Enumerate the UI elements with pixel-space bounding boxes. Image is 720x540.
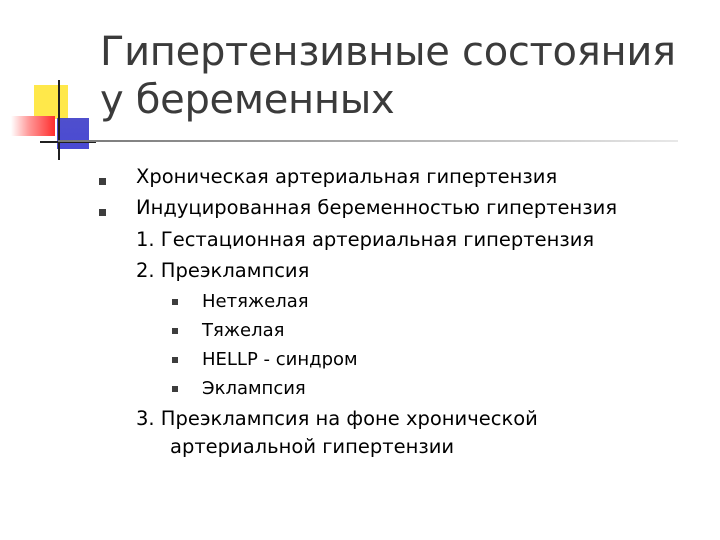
numbered-item-superimposed-line2: артериальной гипертензии — [170, 435, 455, 458]
yellow-square-decoration — [34, 85, 68, 119]
sub-item-hellp: HELLP - синдром — [202, 349, 358, 370]
bullet-marker — [99, 178, 106, 185]
sub-bullet-marker — [172, 328, 178, 334]
sub-item-eclampsia: Эклампсия — [202, 378, 306, 399]
numbered-item-gestational: 1. Гестационная артериальная гипертензия — [136, 228, 595, 251]
title-underline — [58, 140, 678, 142]
numbered-item-superimposed-line1: 3. Преэклампсия на фоне хронической — [136, 407, 538, 430]
sub-bullet-marker — [172, 386, 178, 392]
bullet-item-induced-hypertension: Индуцированная беременностью гипертензия — [136, 196, 618, 219]
sub-bullet-marker — [172, 357, 178, 363]
sub-item-severe: Тяжелая — [202, 320, 285, 341]
bullet-item-chronic-hypertension: Хроническая артериальная гипертензия — [136, 165, 558, 188]
red-bar-decoration — [11, 116, 55, 136]
numbered-item-preeclampsia: 2. Преэклампсия — [136, 259, 310, 282]
bullet-marker — [99, 209, 106, 216]
vertical-line-decoration — [58, 80, 60, 160]
blue-square-decoration — [57, 118, 89, 149]
sub-item-mild: Нетяжелая — [202, 291, 309, 312]
sub-bullet-marker — [172, 299, 178, 305]
slide-title: Гипертензивные состояния у беременных — [100, 29, 676, 123]
